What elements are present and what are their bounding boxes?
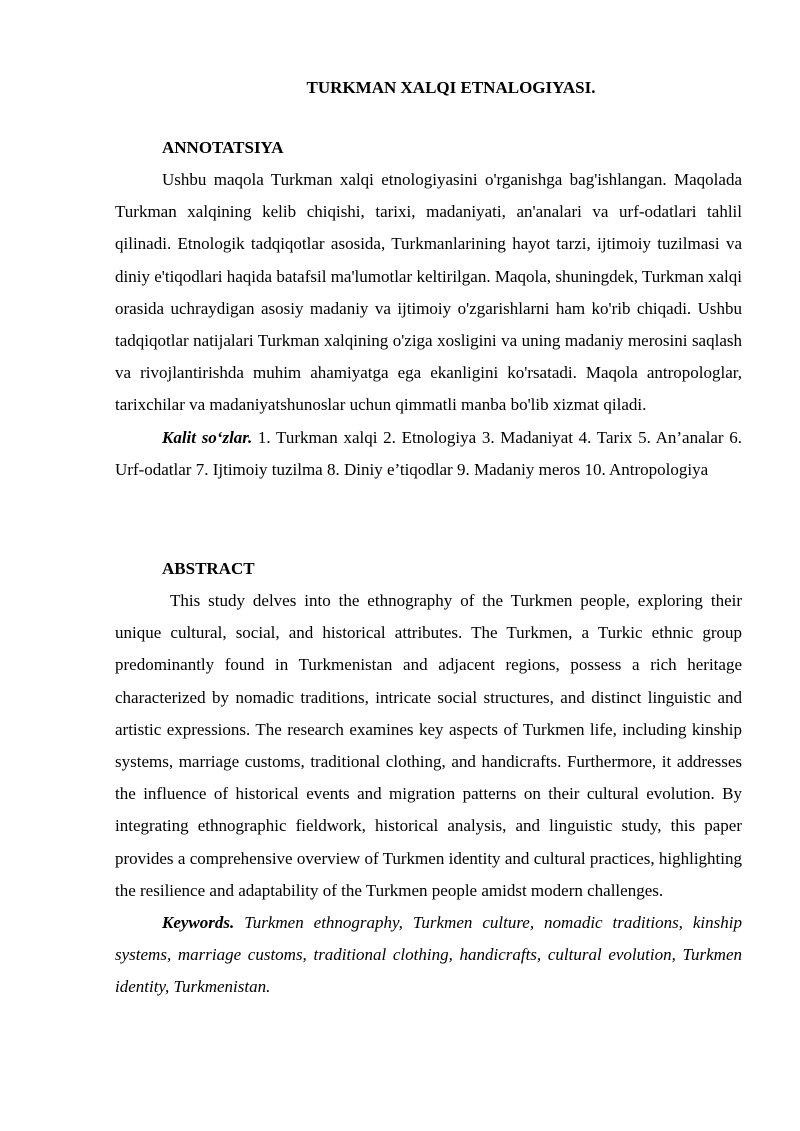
abstract-section xyxy=(115,553,742,1004)
keywords-en-paragraph xyxy=(115,907,742,1004)
abstract-text: This study delves into the ethnography of the Turkmen people, exploring their unique cultural, social, and historical attributes. The Turkmen, a Turkic ethnic group predominantly found in Turkmenistan and adjacent regions, possess a rich heritage characterized by nomadic traditions, intricate social structures, and distinct linguistic and artistic expressions. The research examines key aspects of Turkmen life, including kinship systems, marriage customs, traditional clothing, and handicrafts. Furthermore, it addresses the influence of historical events and migration patterns on their cultural evolution. By integrating ethnographic fieldwork, historical analysis, and linguistic study, this paper provides a comprehensive overview of Turkmen identity and cultural practices, highlighting the resilience and adaptability of the Turkmen people amidst modern challenges. xyxy=(115,591,742,900)
paper-title: TURKMAN XALQI ETNALOGIYASI. xyxy=(306,78,596,97)
annotation-section xyxy=(115,132,742,486)
keywords-uz-label: Kalit so‘zlar. xyxy=(162,427,253,447)
keywords-en-label: Keywords. xyxy=(162,913,235,933)
abstract-heading: ABSTRACT xyxy=(162,559,255,578)
annotation-text: Ushbu maqola Turkman xalqi etnologiyasini o'rganishga bag'ishlangan. Maqolada Turkman xalqining kelib chiqishi, tarixi, madaniyati, an'analari va urf-odatlari tahlil qilinadi. Etnologik tadqiqotlar asosida, Turkmanlarining hayot tarzi, ijtimoiy tuzilmasi va diniy e'tiqodlari haqida batafsil ma'lumotlar keltirilgan. Maqola, shuningdek, Turkman xalqi orasida uchraydigan asosiy madaniy va ijtimoiy o'zgarishlarni ham ko'rib chiqadi. Ushbu tadqiqotlar natijalari Turkman xalqining o'ziga xosligini va uning madaniy merosini saqlash va rivojlantirishda muhim ahamiyatga ega ekanligini ko'rsatadi. Maqola antropologlar, tarixchilar va madaniyatshunoslar uchun qimmatli manba bo'lib xizmat qiladi. xyxy=(115,170,742,415)
keywords-uz-text: 1. Turkman xalqi 2. Etnologiya 3. Madaniyat 4. Tarix 5. An’analar 6. Urf-odatlar 7. Ijtimoiy tuzilma 8. Diniy e’tiqodlar 9. Madaniy meros 10. Antropologiya xyxy=(115,427,742,479)
keywords-en-text: Turkmen ethnography, Turkmen culture, nomadic traditions, kinship systems, marriage customs, traditional clothing, handicrafts, cultural evolution, Turkmen identity, Turkmenistan. xyxy=(115,913,742,997)
keywords-uz-paragraph xyxy=(115,422,742,486)
annotation-heading: ANNOTATSIYA xyxy=(162,138,284,157)
